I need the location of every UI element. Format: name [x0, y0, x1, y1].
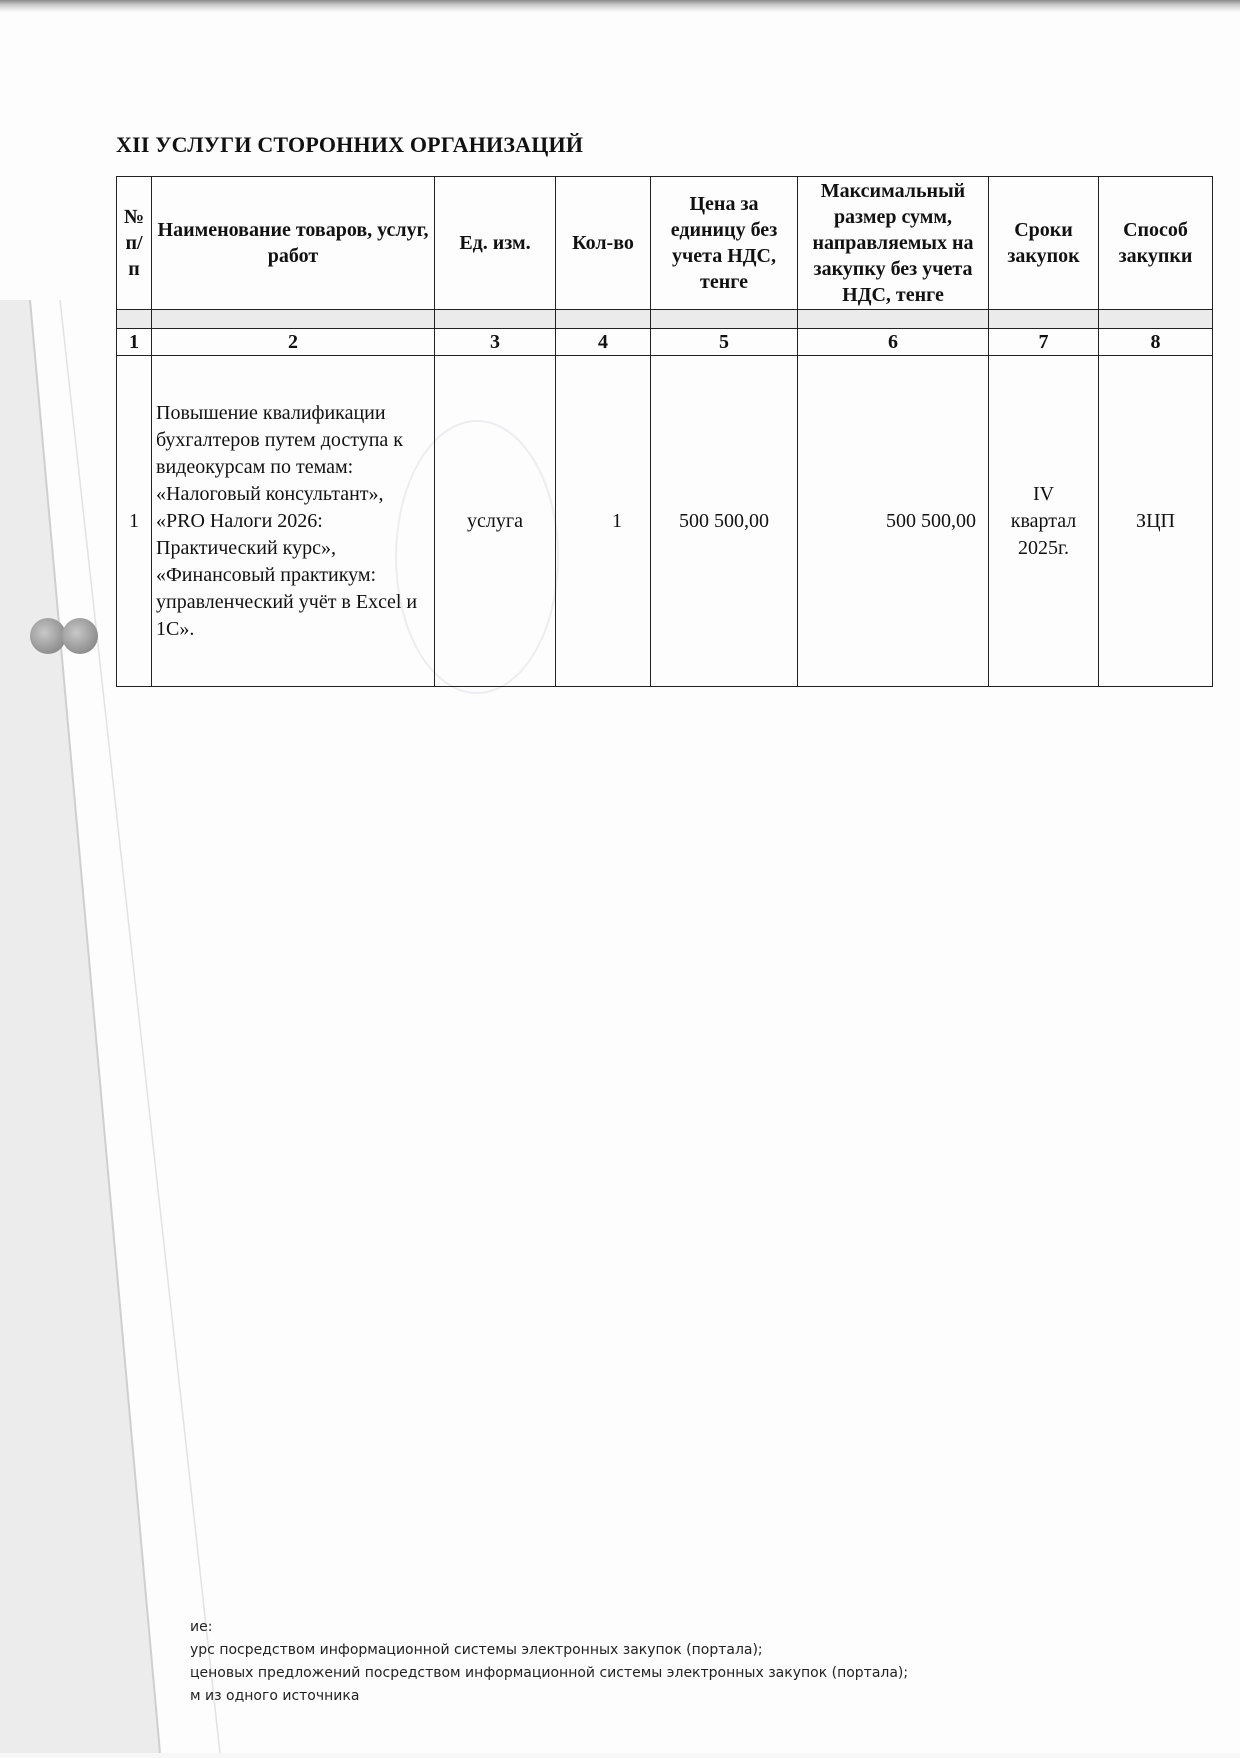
- table-spacer-row: [117, 310, 1213, 329]
- table-header-row: [117, 177, 1213, 310]
- max-amount: 500 500,00: [798, 356, 989, 687]
- column-number: 7: [989, 329, 1099, 356]
- column-number: 4: [556, 329, 651, 356]
- unit-price: 500 500,00: [651, 356, 798, 687]
- header-cell: Максимальный размер сумм, направляемых на закупку без учета НДС, тенге: [798, 177, 989, 310]
- header-cell: Ед. изм.: [435, 177, 556, 310]
- column-number: 6: [798, 329, 989, 356]
- punch-hole: [62, 618, 98, 654]
- quantity: 1: [556, 356, 651, 687]
- column-number: 2: [152, 329, 435, 356]
- column-number-row: [117, 329, 1213, 356]
- column-number: 5: [651, 329, 798, 356]
- column-number: 8: [1099, 329, 1213, 356]
- column-number: 3: [435, 329, 556, 356]
- term-quarter-word: квартал: [1010, 509, 1077, 532]
- procurement-method: ЗЦП: [1099, 356, 1213, 687]
- term-quarter-numeral: IV: [1032, 482, 1055, 505]
- header-cell: Способ закупки: [1099, 177, 1213, 310]
- punch-hole: [30, 618, 66, 654]
- column-number: 1: [117, 329, 152, 356]
- header-cell: Наименование товаров, услуг, работ: [152, 177, 435, 310]
- term-year: 2025г.: [1018, 536, 1069, 559]
- header-cell: Сроки закупок: [989, 177, 1099, 310]
- unit-of-measure: услуга: [435, 356, 556, 687]
- section-title: XII УСЛУГИ СТОРОННИХ ОРГАНИЗАЦИЙ: [116, 132, 584, 157]
- procurement-table: [116, 176, 1213, 687]
- footnote-line: ценовых предложений посредством информационной системы электронных закупок (портала);: [190, 1665, 909, 1681]
- procurement-term: [989, 356, 1099, 687]
- footnote-line: м из одного источника: [190, 1688, 360, 1704]
- row-number: 1: [117, 356, 152, 687]
- header-cell: № п/п: [117, 177, 152, 310]
- table-row: [117, 356, 1213, 687]
- footnote: [190, 1616, 908, 1708]
- header-cell: Кол-во: [556, 177, 651, 310]
- item-name: Повышение квалификации бухгалтеров путем доступа к видеокурсам по темам: «Налоговый консультант», «PRO Налоги 2026: Практический курс», «Финансовый практикум: управленческий учёт в Excel и 1С».: [152, 356, 435, 687]
- header-cell: Цена за единицу без учета НДС, тенге: [651, 177, 798, 310]
- footnote-line: ие:: [190, 1619, 213, 1635]
- footnote-line: урс посредством информационной системы электронных закупок (портала);: [190, 1642, 763, 1658]
- scan-top-edge: [0, 0, 1240, 12]
